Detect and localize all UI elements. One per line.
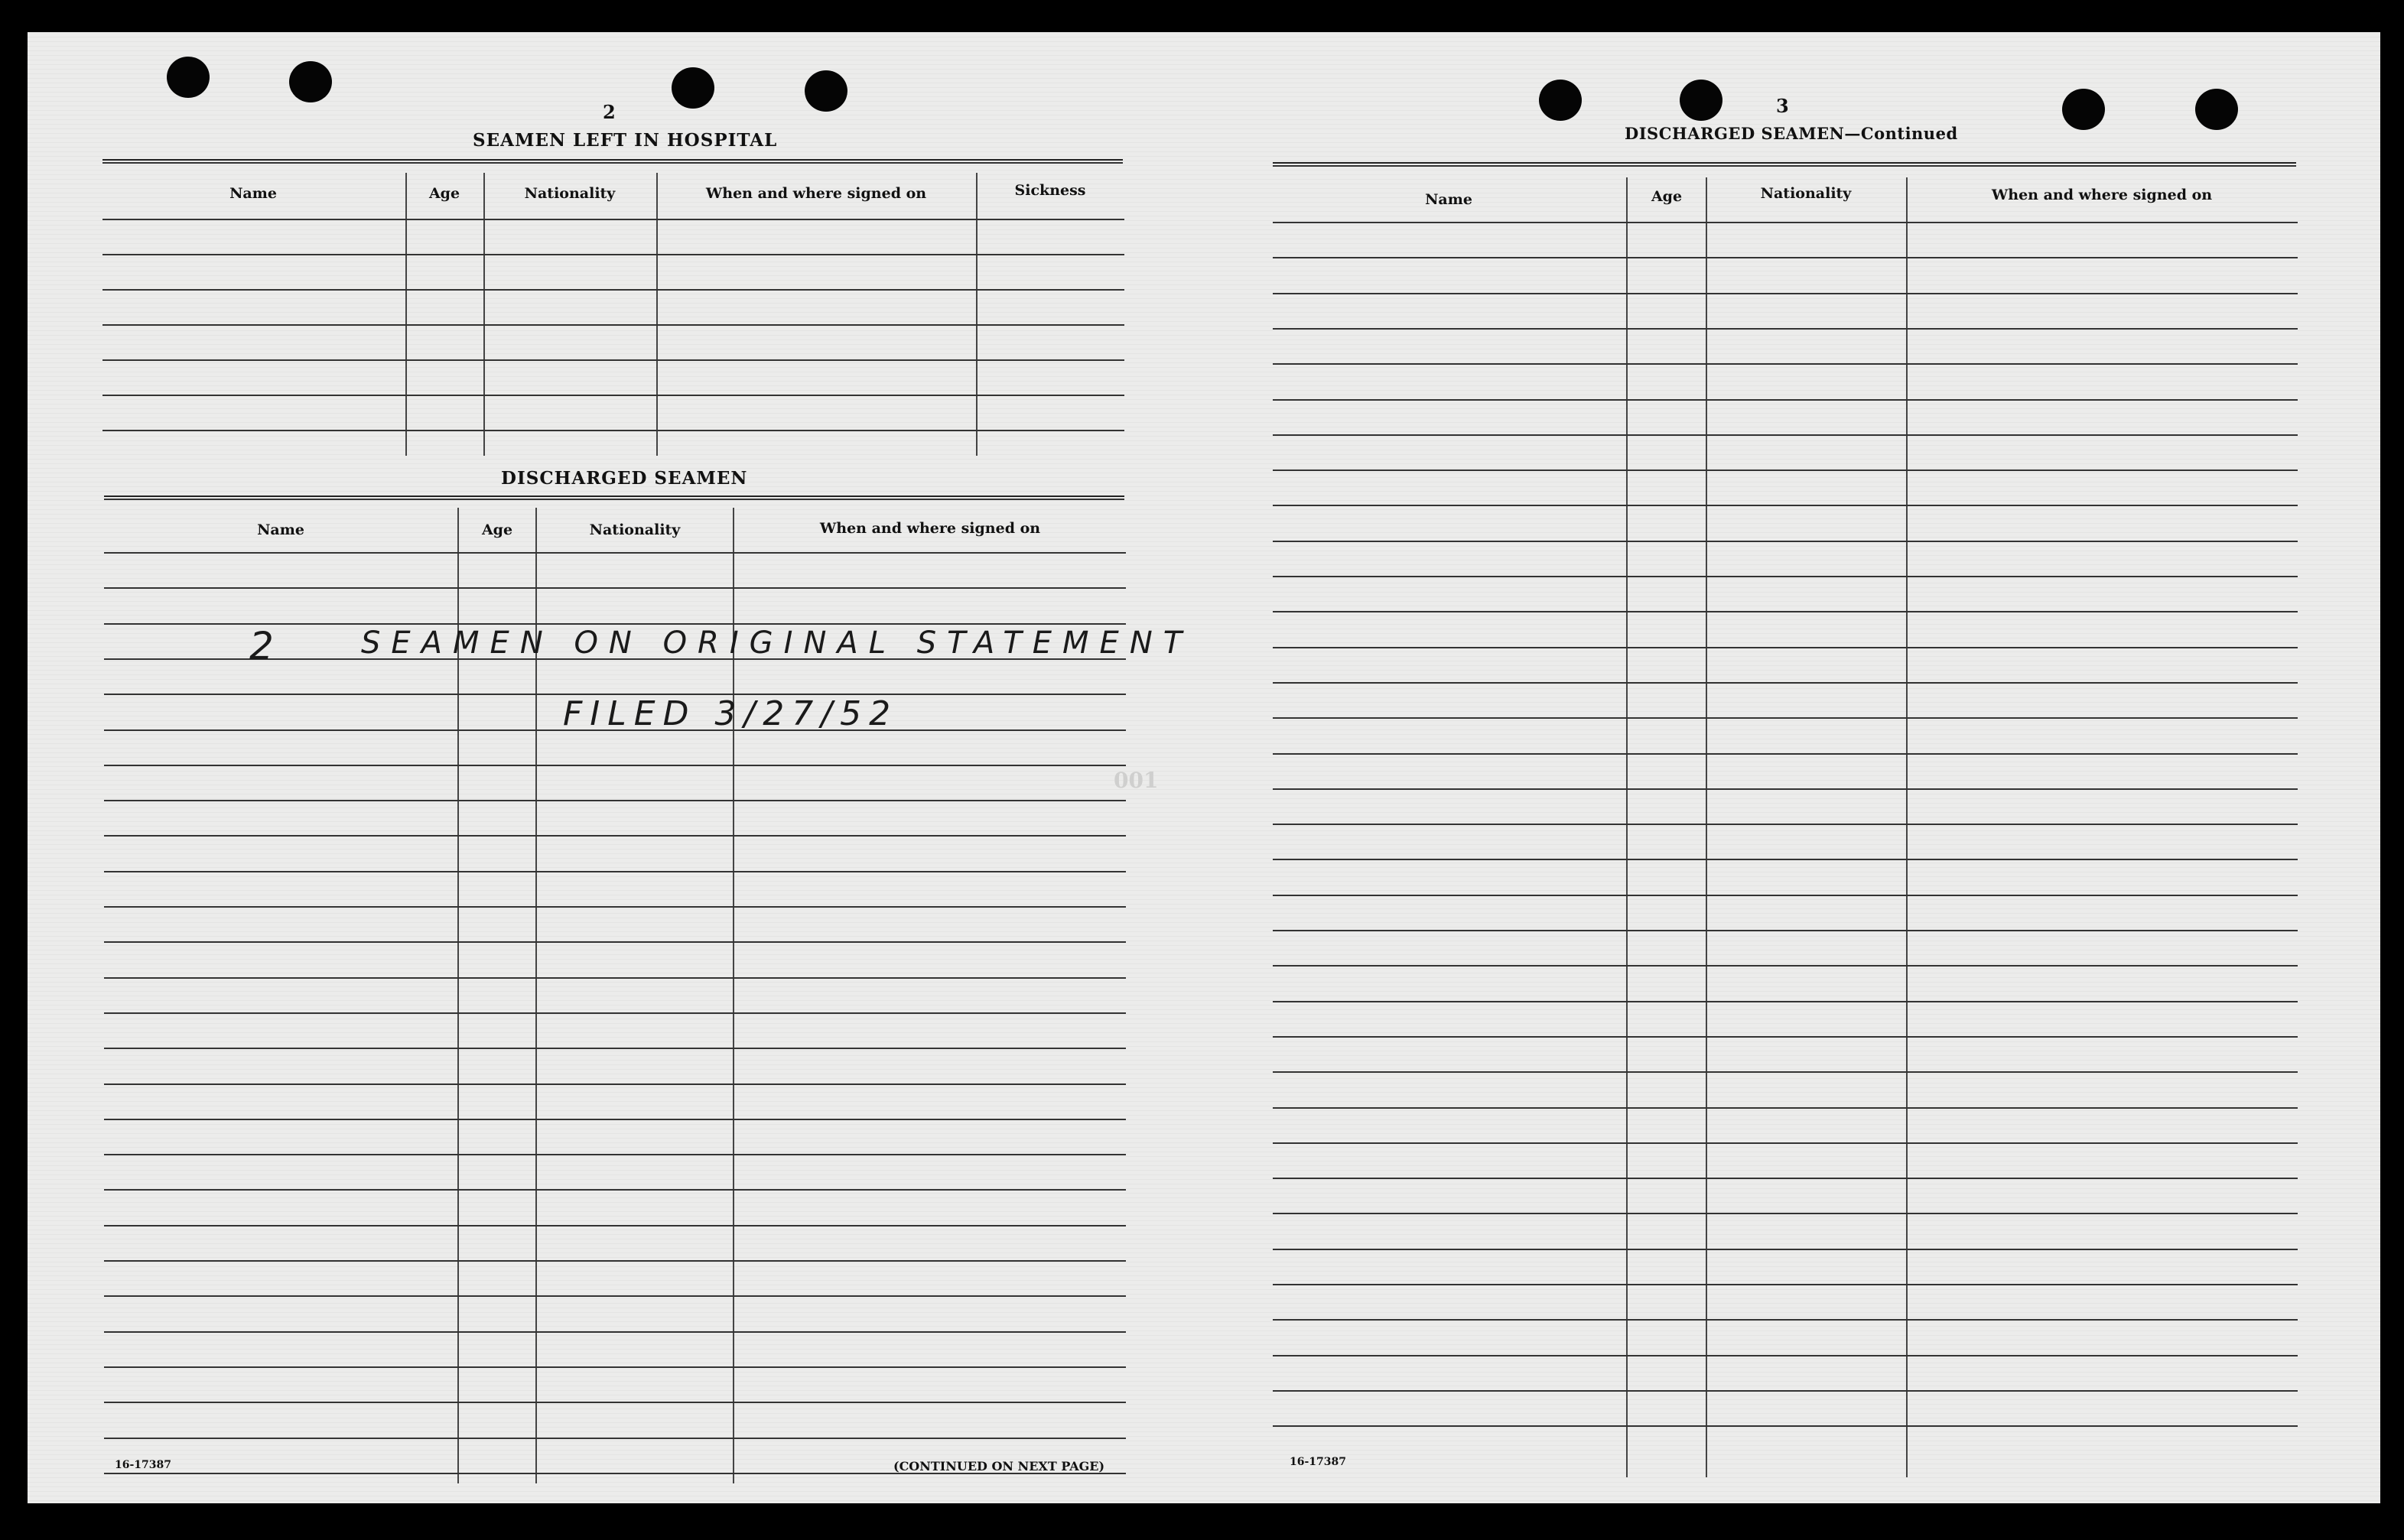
hospital-ruled-line bbox=[102, 254, 1124, 255]
right-form-number: 16-17387 bbox=[1290, 1456, 1346, 1468]
hospital-col-divider bbox=[976, 173, 978, 456]
discharged-ruled-line bbox=[104, 835, 1126, 837]
discharged-ruled-line bbox=[104, 941, 1126, 943]
right-ruled-line bbox=[1273, 647, 2298, 648]
right-ruled-line bbox=[1273, 1213, 2298, 1214]
discharged-col-age: Age bbox=[481, 521, 513, 538]
right-col-divider bbox=[1906, 177, 1908, 1477]
right-ruled-line bbox=[1273, 293, 2298, 294]
right-ruled-line bbox=[1273, 682, 2298, 684]
left-form-number: 16-17387 bbox=[115, 1459, 171, 1471]
discharged-ruled-line bbox=[104, 800, 1126, 801]
right-ruled-line bbox=[1273, 1284, 2298, 1285]
discharged-ruled-line bbox=[104, 587, 1126, 589]
handwritten-mark: 2 bbox=[249, 624, 277, 668]
hospital-ruled-line bbox=[102, 219, 1124, 220]
right-ruled-line bbox=[1273, 1001, 2298, 1002]
right-col-signed-on: When and where signed on bbox=[1991, 187, 2213, 203]
right-ruled-line bbox=[1273, 1249, 2298, 1250]
hospital-col-name: Name bbox=[229, 185, 277, 202]
punch-hole bbox=[2062, 89, 2105, 130]
right-ruled-line bbox=[1273, 1071, 2298, 1073]
right-ruled-line bbox=[1273, 611, 2298, 612]
punch-hole bbox=[805, 70, 847, 112]
right-col-divider bbox=[1626, 177, 1628, 1477]
handwritten-note-line-2: FILED 3/27/52 bbox=[563, 694, 899, 733]
punch-hole bbox=[289, 61, 332, 102]
right-ruled-line bbox=[1273, 895, 2298, 896]
discharged-ruled-line bbox=[104, 1295, 1126, 1297]
right-ruled-line bbox=[1273, 541, 2298, 542]
right-ruled-line bbox=[1273, 469, 2298, 471]
right-ruled-line bbox=[1273, 1425, 2298, 1427]
discharged-ruled-line bbox=[104, 765, 1126, 766]
right-page-title: DISCHARGED SEAMEN—Continued bbox=[1625, 124, 1958, 143]
hospital-col-divider bbox=[656, 173, 658, 456]
discharged-col-name: Name bbox=[257, 521, 304, 538]
hospital-ruled-line bbox=[102, 430, 1124, 431]
discharged-ruled-line bbox=[104, 977, 1126, 979]
discharged-ruled-line bbox=[104, 1225, 1126, 1226]
right-ruled-line bbox=[1273, 1036, 2298, 1038]
right-ruled-line bbox=[1273, 399, 2298, 401]
hospital-col-divider bbox=[405, 173, 407, 456]
right-ruled-line bbox=[1273, 328, 2298, 330]
right-ruled-line bbox=[1273, 1178, 2298, 1179]
form-sheet bbox=[28, 32, 2380, 1503]
discharged-ruled-line bbox=[104, 552, 1126, 554]
right-ruled-line bbox=[1273, 257, 2298, 258]
discharged-col-nationality: Nationality bbox=[589, 521, 681, 538]
discharged-ruled-line bbox=[104, 906, 1126, 908]
right-ruled-line bbox=[1273, 505, 2298, 506]
right-ruled-line bbox=[1273, 1355, 2298, 1356]
hospital-ruled-line bbox=[102, 324, 1124, 326]
hospital-ruled-line bbox=[102, 395, 1124, 396]
punch-hole bbox=[1680, 80, 1722, 121]
discharged-ruled-line bbox=[104, 1260, 1126, 1262]
handwritten-note-line-1: SEAMEN ON ORIGINAL STATEMENT bbox=[361, 625, 1193, 661]
discharged-ruled-line bbox=[104, 1084, 1126, 1085]
right-ruled-line bbox=[1273, 965, 2298, 967]
right-page-number: 3 bbox=[1776, 95, 1789, 117]
punch-hole bbox=[2195, 89, 2238, 130]
punch-hole bbox=[672, 67, 714, 109]
right-ruled-line bbox=[1273, 363, 2298, 365]
discharged-section-title: DISCHARGED SEAMEN bbox=[501, 468, 748, 489]
right-col-age: Age bbox=[1651, 188, 1683, 205]
discharged-ruled-line bbox=[104, 1012, 1126, 1014]
faint-mark: 001 bbox=[1114, 768, 1159, 793]
right-ruled-line bbox=[1273, 1319, 2298, 1321]
hospital-col-signed-on: When and where signed on bbox=[705, 185, 927, 202]
right-col-nationality: Nationality bbox=[1760, 185, 1852, 202]
discharged-ruled-line bbox=[104, 1154, 1126, 1155]
right-ruled-line bbox=[1273, 1390, 2298, 1392]
right-ruled-line bbox=[1273, 1142, 2298, 1144]
right-ruled-line bbox=[1273, 576, 2298, 577]
discharged-ruled-line bbox=[104, 1438, 1126, 1439]
hospital-ruled-line bbox=[102, 289, 1124, 291]
right-ruled-line bbox=[1273, 824, 2298, 825]
hospital-col-nationality: Nationality bbox=[524, 185, 616, 202]
hospital-col-divider bbox=[483, 173, 485, 456]
continued-note: (CONTINUED ON NEXT PAGE) bbox=[893, 1459, 1105, 1473]
discharged-ruled-line bbox=[104, 1189, 1126, 1191]
right-col-name: Name bbox=[1425, 191, 1472, 208]
right-ruled-line bbox=[1273, 1107, 2298, 1109]
punch-hole bbox=[167, 57, 210, 98]
discharged-ruled-line bbox=[104, 1366, 1126, 1368]
discharged-col-signed-on: When and where signed on bbox=[819, 520, 1041, 537]
right-ruled-line bbox=[1273, 717, 2298, 719]
right-col-divider bbox=[1706, 177, 1707, 1477]
discharged-ruled-line bbox=[104, 1402, 1126, 1403]
hospital-section-title: SEAMEN LEFT IN HOSPITAL bbox=[473, 130, 778, 151]
hospital-ruled-line bbox=[102, 359, 1124, 361]
right-ruled-line bbox=[1273, 930, 2298, 931]
discharged-title-rule bbox=[104, 495, 1124, 500]
hospital-col-sickness: Sickness bbox=[1014, 182, 1086, 199]
discharged-ruled-line bbox=[104, 1119, 1126, 1120]
right-ruled-line bbox=[1273, 753, 2298, 755]
right-ruled-line bbox=[1273, 222, 2298, 223]
hospital-col-age: Age bbox=[428, 185, 460, 202]
left-page-number: 2 bbox=[603, 101, 616, 123]
discharged-ruled-line bbox=[104, 1048, 1126, 1049]
hospital-title-rule bbox=[102, 159, 1123, 164]
punch-hole bbox=[1539, 80, 1582, 121]
right-ruled-line bbox=[1273, 859, 2298, 860]
discharged-ruled-line bbox=[104, 1331, 1126, 1333]
right-ruled-line bbox=[1273, 788, 2298, 790]
right-ruled-line bbox=[1273, 434, 2298, 436]
right-title-rule bbox=[1273, 162, 2296, 167]
discharged-ruled-line bbox=[104, 871, 1126, 872]
